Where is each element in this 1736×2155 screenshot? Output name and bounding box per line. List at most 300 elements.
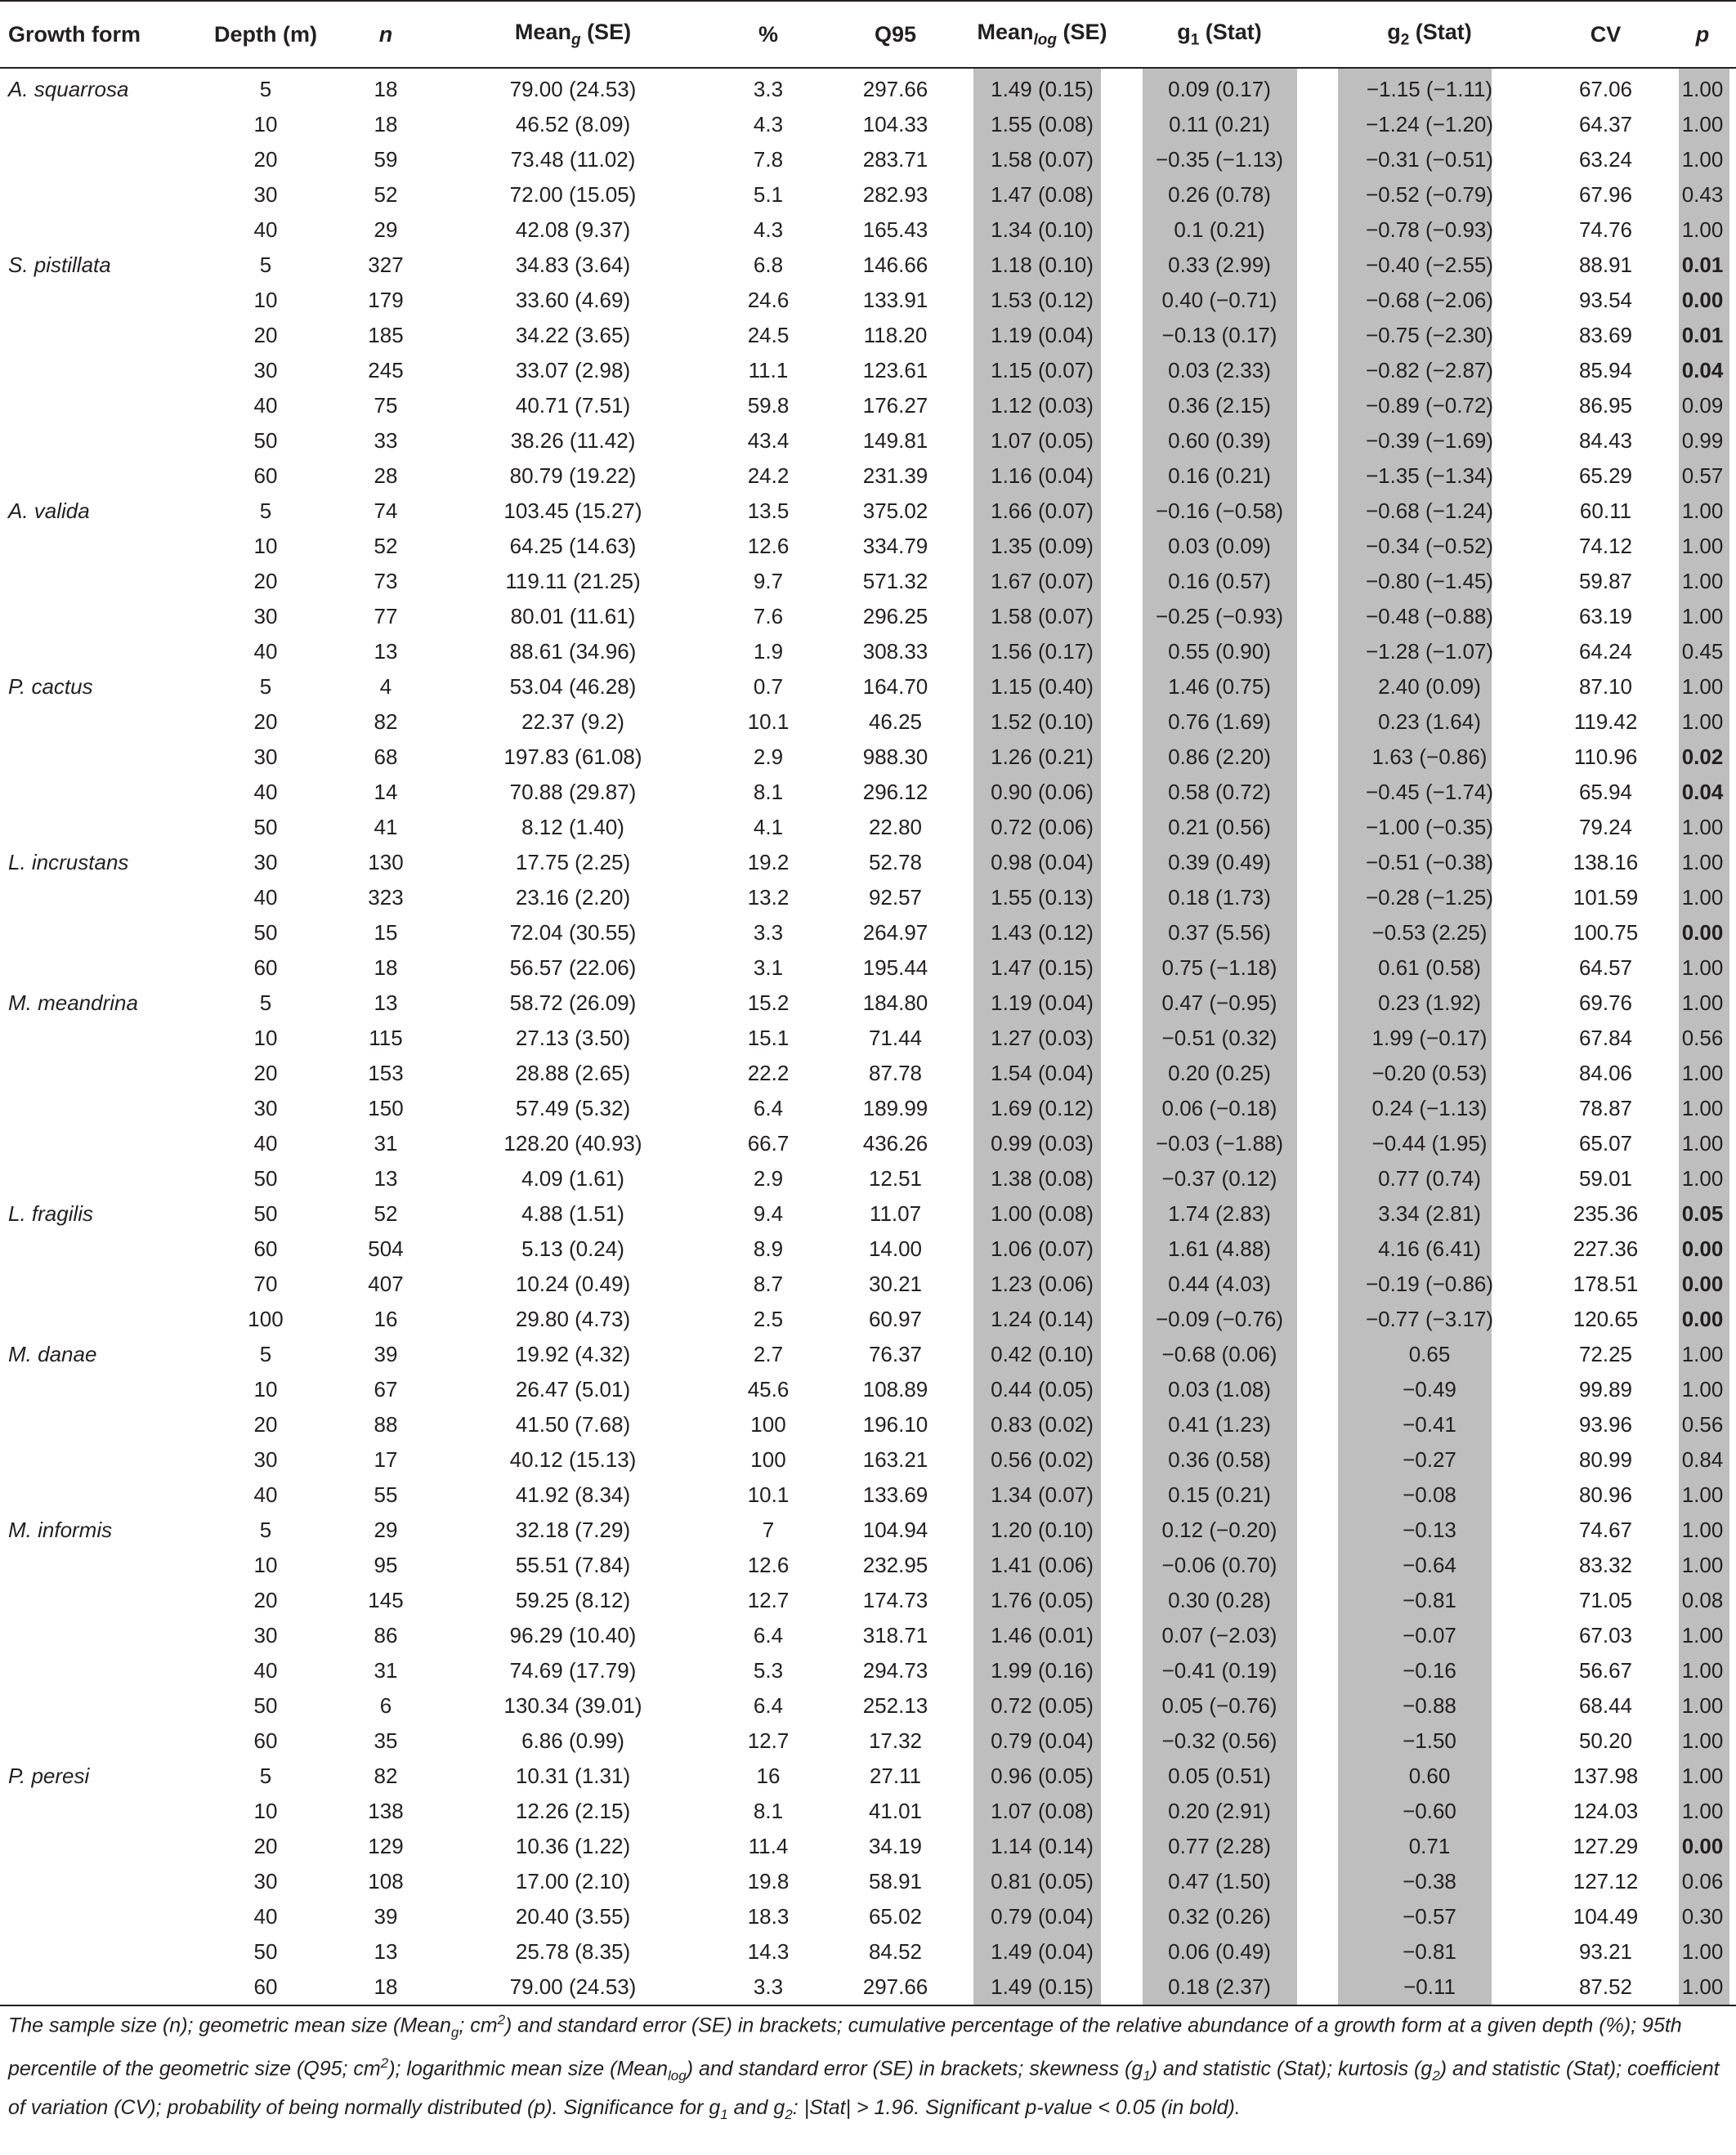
cell-mean-log: 1.34 (0.07) — [962, 1478, 1122, 1513]
cell-mean-log: 1.15 (0.40) — [962, 669, 1122, 704]
cell-depth: 50 — [253, 1939, 278, 1964]
cell-cv: 85.94 — [1578, 358, 1633, 382]
cell-cv: 50.20 — [1578, 1728, 1633, 1753]
cell-g1: 0.11 (0.21) — [1122, 107, 1317, 142]
cell-g1: 0.41 (1.23) — [1122, 1407, 1317, 1442]
cell-mean-g: 79.00 (24.53) — [438, 1969, 708, 2005]
cell-pct: 100 — [750, 1447, 786, 1472]
cell-mean-g: 41.92 (8.34) — [515, 1482, 631, 1507]
cell-pct: 45.6 — [747, 1377, 790, 1402]
cell-growth-form — [0, 107, 198, 142]
cell-g2: −0.27 — [1317, 1442, 1542, 1478]
cell-g2: 0.65 — [1317, 1337, 1542, 1372]
cell-growth-form — [0, 704, 198, 740]
cell-mean-g: 55.51 (7.84) — [515, 1553, 631, 1577]
cell-p: 1.00 — [1669, 1337, 1736, 1372]
note-sub: 2 — [1432, 2068, 1440, 2084]
cell-mean-log: 0.72 (0.06) — [962, 810, 1122, 845]
cell-mean-g: 96.29 (10.40) — [509, 1623, 637, 1648]
cell-q95: 30.21 — [868, 1272, 923, 1296]
cell-depth: 50 — [253, 815, 278, 839]
table-footnote — [8, 2005, 1725, 2130]
cell-g1: 0.21 (0.56) — [1122, 810, 1317, 845]
cell-depth: 30 — [253, 744, 278, 769]
cell-p: 0.56 — [1669, 1021, 1736, 1056]
table-row — [0, 248, 1736, 283]
cell-g1: −0.32 (0.56) — [1122, 1724, 1317, 1759]
cell-depth: 30 — [253, 1623, 278, 1648]
cell-g2: −0.38 — [1317, 1864, 1542, 1899]
cell-mean-g: 38.26 (11.42) — [510, 428, 636, 453]
cell-cv: 100.75 — [1573, 920, 1639, 945]
cell-mean-g: 23.16 (2.20) — [515, 885, 631, 910]
cell-p: 1.00 — [1669, 1372, 1736, 1407]
cell-pct: 59.8 — [747, 393, 790, 418]
cell-mean-g: 197.83 (61.08) — [503, 744, 642, 769]
cell-depth: 10 — [253, 1553, 278, 1577]
cell-mean-g: 34.22 (3.65) — [515, 323, 631, 347]
cell-p: 0.00 — [1669, 1302, 1736, 1337]
cell-mean-g: 10.36 (1.22) — [515, 1834, 631, 1858]
table-row — [0, 1618, 1736, 1653]
cell-cv: 64.37 — [1578, 112, 1633, 136]
cell-depth: 5 — [259, 77, 272, 101]
cell-g2: −0.81 — [1317, 1583, 1542, 1618]
cell-q95: 27.11 — [869, 1764, 922, 1788]
cell-depth: 30 — [253, 850, 278, 874]
cell-depth: 40 — [253, 393, 278, 418]
note-text: : |Stat| > 1.96. Significant p-value < 0.05 (in bold). — [792, 2095, 1241, 2119]
cell-pct: 19.2 — [747, 850, 790, 874]
cell-g2: −0.78 (−0.93) — [1317, 212, 1542, 248]
cell-mean-log: 1.38 (0.08) — [962, 1161, 1122, 1196]
cell-growth-form — [0, 353, 198, 388]
cell-pct: 2.5 — [753, 1307, 784, 1331]
cell-pct: 24.5 — [747, 323, 790, 347]
cell-g1: 0.06 (0.49) — [1122, 1934, 1317, 1969]
cell-pct: 11.4 — [748, 1834, 789, 1858]
cell-p: 1.00 — [1669, 880, 1736, 915]
cell-depth: 5 — [259, 1342, 272, 1366]
cell-p: 0.99 — [1669, 423, 1736, 458]
cell-growth-form — [0, 142, 198, 177]
note-sub: 2 — [785, 2106, 793, 2122]
cell-q95: 163.21 — [862, 1447, 928, 1472]
cell-g1: 0.06 (−0.18) — [1122, 1091, 1317, 1126]
cell-cv: 87.10 — [1578, 674, 1633, 699]
cell-g2: 0.23 (1.64) — [1317, 704, 1542, 740]
cell-mean-log: 1.47 (0.15) — [962, 950, 1122, 986]
cell-cv: 227.36 — [1573, 1236, 1639, 1261]
cell-q95: 375.02 — [862, 499, 928, 523]
cell-q95: 149.81 — [862, 428, 928, 453]
cell-n: 13 — [374, 1939, 398, 1964]
cell-pct: 5.1 — [753, 182, 784, 207]
cell-pct: 15.2 — [747, 990, 790, 1015]
cell-pct: 24.6 — [747, 288, 790, 312]
header-g1-label: g — [1177, 19, 1191, 44]
table-row — [0, 458, 1736, 494]
cell-mean-g: 19.92 (4.32) — [515, 1342, 631, 1366]
cell-g2: −1.00 (−0.35) — [1317, 810, 1542, 845]
cell-mean-log: 1.16 (0.04) — [962, 458, 1122, 494]
cell-depth: 30 — [253, 1869, 278, 1893]
header-mean-g — [438, 1, 708, 68]
cell-depth: 30 — [253, 604, 278, 628]
cell-g1: 0.26 (0.78) — [1122, 177, 1317, 212]
cell-g1: 0.03 (1.08) — [1122, 1372, 1317, 1407]
cell-q95: 60.97 — [868, 1307, 923, 1331]
cell-g1: −0.06 (0.70) — [1122, 1548, 1317, 1583]
cell-depth: 60 — [198, 1969, 333, 2005]
cell-g1: 0.55 (0.90) — [1122, 634, 1317, 669]
header-p-label: p — [1695, 21, 1710, 47]
cell-mean-g: 79.00 (24.53) — [509, 77, 637, 101]
cell-p: 1.00 — [1669, 1759, 1736, 1794]
cell-n: 16 — [374, 1307, 398, 1331]
cell-n: 41 — [374, 815, 398, 839]
cell-mean-log: 1.54 (0.04) — [962, 1056, 1122, 1091]
cell-growth-form: P. peresi — [8, 1764, 90, 1788]
cell-growth-form — [0, 1934, 198, 1969]
cell-g1: 0.03 (0.09) — [1122, 529, 1317, 564]
cell-q95: 58.91 — [868, 1869, 923, 1893]
cell-cv: 124.03 — [1573, 1799, 1639, 1823]
cell-mean-log: 1.53 (0.12) — [962, 283, 1122, 318]
cell-growth-form — [0, 1161, 198, 1196]
cell-cv: 69.76 — [1578, 990, 1633, 1015]
cell-g2: −1.35 (−1.34) — [1317, 458, 1542, 494]
cell-g1: 0.07 (−2.03) — [1122, 1618, 1317, 1653]
table-row — [0, 1337, 1736, 1372]
cell-q95: 118.20 — [863, 323, 928, 347]
cell-mean-g: 59.25 (8.12) — [515, 1588, 631, 1612]
cell-n: 115 — [369, 1026, 403, 1050]
cell-p: 0.30 — [1669, 1899, 1736, 1934]
cell-q95: 84.52 — [868, 1939, 923, 1964]
note-sup: 2 — [380, 2055, 389, 2072]
cell-pct: 10.1 — [747, 709, 790, 734]
cell-mean-g: 5.13 (0.24) — [521, 1236, 624, 1261]
note-sub: g — [450, 2024, 459, 2041]
cell-depth: 70 — [253, 1272, 278, 1296]
cell-mean-log: 1.27 (0.03) — [962, 1021, 1122, 1056]
cell-g2: −0.81 — [1317, 1934, 1542, 1969]
cell-p: 0.06 — [1669, 1864, 1736, 1899]
cell-pct: 15.1 — [747, 1026, 790, 1050]
cell-q95: 133.69 — [862, 1482, 928, 1507]
cell-p: 0.00 — [1669, 1232, 1736, 1267]
cell-n: 150 — [368, 1096, 404, 1120]
note-text: ) and standard error (SE) in brackets; cumulative percentage of the relative abundance of a growth form at a given depth (%); 95th percentile of the geometric size (Q95; cm — [8, 2014, 1682, 2081]
cell-depth: 40 — [253, 1904, 278, 1929]
cell-p: 1.00 — [1669, 1618, 1736, 1653]
cell-mean-log: 1.49 (0.04) — [962, 1934, 1122, 1969]
cell-mean-g: 57.49 (5.32) — [515, 1096, 631, 1120]
cell-growth-form — [0, 388, 198, 423]
header-p — [1669, 1, 1736, 68]
table-row — [0, 1653, 1736, 1688]
cell-g2: 0.71 — [1317, 1829, 1542, 1864]
cell-n: 39 — [374, 1904, 398, 1929]
cell-q95: 231.39 — [862, 463, 928, 488]
cell-n: 35 — [374, 1728, 398, 1753]
cell-mean-log: 1.46 (0.01) — [962, 1618, 1122, 1653]
cell-p: 0.02 — [1669, 740, 1736, 775]
cell-g1: −0.37 (0.12) — [1122, 1161, 1317, 1196]
cell-g2: −0.80 (−1.45) — [1317, 564, 1542, 599]
cell-cv: 83.69 — [1578, 323, 1633, 347]
cell-mean-log: 0.96 (0.05) — [962, 1759, 1122, 1794]
cell-cv: 86.95 — [1578, 393, 1633, 418]
cell-mean-g: 72.00 (15.05) — [509, 182, 637, 207]
cell-p: 1.00 — [1669, 494, 1736, 529]
cell-g2: −0.19 (−0.86) — [1317, 1267, 1542, 1302]
cell-q95: 46.25 — [868, 709, 923, 734]
cell-g1: 0.58 (0.72) — [1122, 775, 1317, 810]
cell-growth-form — [0, 1056, 198, 1091]
cell-p: 0.00 — [1669, 915, 1736, 950]
cell-p: 1.00 — [1669, 1126, 1736, 1161]
cell-q95: 146.66 — [862, 253, 928, 277]
cell-g2: −0.88 — [1317, 1688, 1542, 1724]
cell-p: 0.84 — [1669, 1442, 1736, 1478]
cell-growth-form — [0, 212, 198, 248]
cell-g1: 0.20 (0.25) — [1122, 1056, 1317, 1091]
cell-mean-log: 1.49 (0.15) — [962, 1969, 1122, 2005]
cell-mean-log: 1.56 (0.17) — [962, 634, 1122, 669]
cell-cv: 72.25 — [1578, 1342, 1633, 1366]
header-growth-form: Growth form — [0, 1, 198, 68]
cell-pct: 8.1 — [753, 780, 784, 804]
cell-g2: 0.24 (−1.13) — [1317, 1091, 1542, 1126]
cell-g1: −0.09 (−0.76) — [1122, 1302, 1317, 1337]
cell-depth: 40 — [253, 217, 278, 242]
cell-g2: −0.13 — [1317, 1513, 1542, 1548]
cell-cv: 137.98 — [1573, 1764, 1639, 1788]
cell-g1: 0.15 (0.21) — [1122, 1478, 1317, 1513]
cell-pct: 12.7 — [747, 1728, 790, 1753]
cell-g2: 1.99 (−0.17) — [1317, 1021, 1542, 1056]
cell-pct: 24.2 — [747, 463, 790, 488]
cell-mean-g: 33.07 (2.98) — [515, 358, 631, 382]
cell-g2: −0.75 (−2.30) — [1317, 318, 1542, 353]
cell-g1: 1.61 (4.88) — [1122, 1232, 1317, 1267]
cell-growth-form — [0, 1407, 198, 1442]
cell-p: 0.08 — [1669, 1583, 1736, 1618]
cell-p: 0.04 — [1669, 353, 1736, 388]
cell-q95: 318.71 — [862, 1623, 928, 1648]
cell-depth: 60 — [253, 955, 278, 980]
cell-n: 74 — [374, 499, 398, 523]
note-sub: 1 — [1143, 2068, 1151, 2084]
cell-p: 0.56 — [1669, 1407, 1736, 1442]
cell-growth-form — [0, 423, 198, 458]
cell-g1: 0.05 (0.51) — [1122, 1759, 1317, 1794]
cell-mean-g: 58.72 (26.09) — [509, 990, 637, 1015]
cell-n: 18 — [374, 112, 398, 136]
cell-p: 1.00 — [1669, 1653, 1736, 1688]
cell-mean-g: 17.00 (2.10) — [515, 1869, 631, 1893]
cell-mean-g: 88.61 (34.96) — [509, 639, 637, 664]
table-row — [0, 1513, 1736, 1548]
table-row — [0, 283, 1736, 318]
cell-q95: 232.95 — [862, 1553, 928, 1577]
cell-depth: 60 — [253, 463, 278, 488]
note-sub: 1 — [720, 2106, 728, 2122]
cell-cv: 127.12 — [1573, 1869, 1639, 1893]
table-row — [0, 142, 1736, 177]
cell-mean-log: 0.83 (0.02) — [962, 1407, 1122, 1442]
cell-g1: 0.77 (2.28) — [1122, 1829, 1317, 1864]
cell-g2: −0.82 (−2.87) — [1317, 353, 1542, 388]
header-mean-g-label: Mean — [514, 19, 571, 44]
cell-p: 0.00 — [1669, 283, 1736, 318]
cell-mean-g: 17.75 (2.25) — [515, 850, 631, 874]
cell-g2: −0.28 (−1.25) — [1317, 880, 1542, 915]
cell-mean-g: 128.20 (40.93) — [503, 1131, 642, 1156]
cell-g2: −0.31 (−0.51) — [1317, 142, 1542, 177]
cell-depth: 50 — [253, 1166, 278, 1191]
cell-depth: 20 — [253, 1588, 278, 1612]
cell-q95: 334.79 — [862, 534, 928, 558]
cell-p: 0.43 — [1669, 177, 1736, 212]
cell-p: 1.00 — [1669, 107, 1736, 142]
cell-p: 1.00 — [1669, 669, 1736, 704]
cell-mean-g: 72.04 (30.55) — [509, 920, 637, 945]
cell-g2: 4.16 (6.41) — [1317, 1232, 1542, 1267]
cell-n: 130 — [368, 850, 404, 874]
cell-growth-form — [0, 1372, 198, 1407]
cell-g1: 0.76 (1.69) — [1122, 704, 1317, 740]
cell-mean-g: 12.26 (2.15) — [515, 1799, 631, 1823]
table-row — [0, 1267, 1736, 1302]
cell-mean-log: 1.06 (0.07) — [962, 1232, 1122, 1267]
cell-n: 29 — [374, 217, 398, 242]
cell-cv: 59.01 — [1578, 1166, 1633, 1191]
cell-g2: −0.11 — [1317, 1969, 1542, 2005]
cell-cv: 83.32 — [1578, 1553, 1633, 1577]
cell-n: 129 — [368, 1834, 404, 1858]
cell-n: 82 — [374, 1764, 398, 1788]
cell-g1: −0.51 (0.32) — [1122, 1021, 1317, 1056]
cell-depth: 10 — [253, 1026, 278, 1050]
cell-pct: 5.3 — [753, 1658, 784, 1683]
cell-n: 82 — [374, 709, 398, 734]
cell-n: 327 — [368, 253, 404, 277]
cell-pct: 4.3 — [753, 217, 784, 242]
cell-pct: 2.9 — [753, 744, 784, 769]
cell-depth: 40 — [253, 1131, 278, 1156]
cell-depth: 60 — [253, 1728, 278, 1753]
cell-cv: 64.24 — [1578, 639, 1633, 664]
cell-pct: 100 — [750, 1412, 786, 1437]
cell-q95: 165.43 — [862, 217, 928, 242]
cell-p: 1.00 — [1669, 1056, 1736, 1091]
cell-g1: 0.75 (−1.18) — [1122, 950, 1317, 986]
table-row — [0, 1548, 1736, 1583]
cell-cv: 87.52 — [1542, 1969, 1669, 2005]
cell-depth: 50 — [253, 1693, 278, 1718]
cell-g2: −0.64 — [1317, 1548, 1542, 1583]
table-row — [0, 177, 1736, 212]
cell-g1: 0.44 (4.03) — [1122, 1267, 1317, 1302]
cell-g2: 0.77 (0.74) — [1317, 1161, 1542, 1196]
cell-n: 31 — [374, 1131, 398, 1156]
cell-depth: 20 — [253, 569, 278, 593]
table-row — [0, 1794, 1736, 1829]
cell-g1: 0.16 (0.57) — [1122, 564, 1317, 599]
cell-q95: 104.33 — [862, 112, 928, 136]
cell-mean-g: 103.45 (15.27) — [503, 499, 642, 523]
cell-depth: 50 — [253, 428, 278, 453]
table-row — [0, 1969, 1736, 2005]
cell-q95: 264.97 — [862, 920, 928, 945]
cell-p: 1.00 — [1669, 1934, 1736, 1969]
cell-cv: 65.07 — [1578, 1131, 1633, 1156]
cell-g1: −0.35 (−1.13) — [1122, 142, 1317, 177]
cell-mean-log: 1.24 (0.14) — [962, 1302, 1122, 1337]
header-g2 — [1317, 1, 1542, 68]
cell-g2: −0.52 (−0.79) — [1317, 177, 1542, 212]
cell-pct: 6.4 — [753, 1623, 784, 1648]
cell-n: 13 — [374, 990, 398, 1015]
cell-growth-form: M. informis — [8, 1518, 113, 1542]
cell-mean-log: 0.56 (0.02) — [962, 1442, 1122, 1478]
cell-mean-log: 1.69 (0.12) — [962, 1091, 1122, 1126]
cell-growth-form: A. squarrosa — [8, 77, 129, 101]
cell-pct: 66.7 — [747, 1131, 790, 1156]
cell-mean-log: 1.19 (0.04) — [962, 318, 1122, 353]
cell-n: 108 — [368, 1869, 404, 1893]
cell-g1: 0.18 (2.37) — [1122, 1969, 1317, 2005]
header-pct: % — [708, 1, 829, 68]
cell-p: 1.00 — [1669, 1969, 1736, 2005]
cell-depth: 5 — [259, 253, 272, 277]
cell-growth-form — [0, 1302, 198, 1337]
cell-mean-g: 22.37 (9.2) — [521, 709, 624, 734]
cell-growth-form — [0, 564, 198, 599]
cell-cv: 74.76 — [1578, 217, 1633, 242]
cell-q95: 65.02 — [868, 1904, 923, 1929]
cell-depth: 20 — [253, 1834, 278, 1858]
cell-g2: −0.89 (−0.72) — [1317, 388, 1542, 423]
cell-depth: 10 — [253, 1377, 278, 1402]
cell-growth-form — [0, 1548, 198, 1583]
cell-mean-log: 1.55 (0.13) — [962, 880, 1122, 915]
cell-n: 185 — [368, 323, 404, 347]
cell-growth-form: M. meandrina — [8, 990, 138, 1015]
cell-cv: 120.65 — [1573, 1307, 1639, 1331]
cell-p: 0.09 — [1669, 388, 1736, 423]
cell-q95: 189.99 — [862, 1096, 928, 1120]
cell-growth-form — [0, 1232, 198, 1267]
cell-cv: 79.24 — [1578, 815, 1633, 839]
cell-growth-form — [0, 1021, 198, 1056]
cell-q95: 297.66 — [829, 1969, 962, 2005]
cell-n: 39 — [374, 1342, 398, 1366]
cell-q95: 14.00 — [868, 1236, 923, 1261]
cell-cv: 78.87 — [1578, 1096, 1633, 1120]
cell-g1: 0.32 (0.26) — [1122, 1899, 1317, 1934]
header-mean-g-sub: g — [570, 31, 581, 49]
cell-pct: 4.3 — [753, 112, 784, 136]
cell-growth-form: S. pistillata — [8, 253, 111, 277]
cell-cv: 65.94 — [1578, 780, 1633, 804]
note-sup: 2 — [497, 2012, 506, 2028]
cell-cv: 74.67 — [1578, 1518, 1633, 1542]
cell-pct: 1.9 — [753, 639, 784, 664]
